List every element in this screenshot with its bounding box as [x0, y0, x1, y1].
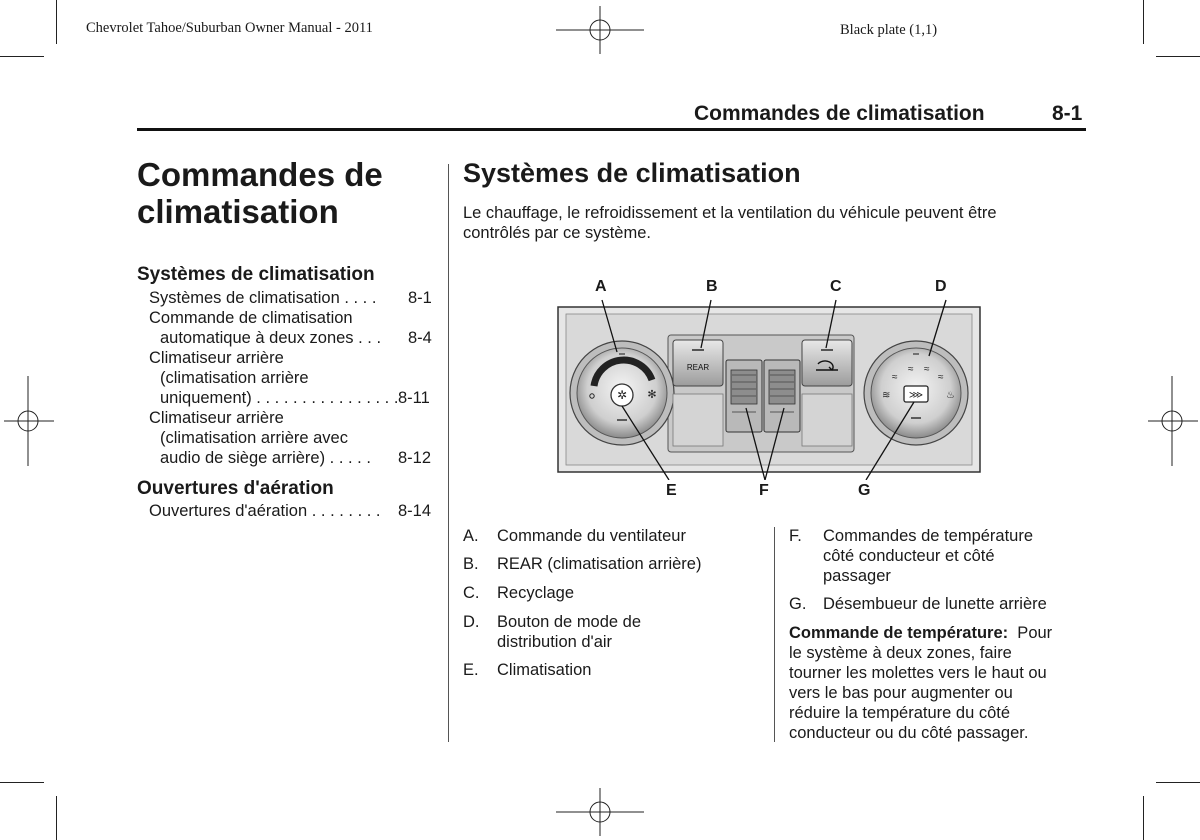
defog-mode-icon: ≈ — [938, 372, 944, 383]
paragraph-line: tourner les molettes vers le haut ou — [789, 664, 1047, 682]
legend-key: D. — [463, 613, 480, 631]
rear-button-label: REAR — [686, 363, 710, 372]
toc-entry-page[interactable]: 8-1 — [408, 289, 432, 307]
intro-line: Le chauffage, le refroidissement et la ventilation du véhicule peuvent être — [463, 204, 997, 222]
chapter-title-line: climatisation — [137, 193, 339, 230]
left-lower-panel — [673, 394, 723, 446]
registration-mark-left — [0, 376, 56, 466]
crop-mark-top-left-v — [56, 0, 57, 44]
legend-text: Climatisation — [497, 661, 592, 679]
toc-entry-page[interactable]: 8-11 — [398, 389, 430, 407]
callout-d: D — [935, 278, 947, 295]
vent-floor-icon: ≋ — [882, 390, 891, 401]
intro-paragraph — [463, 203, 1083, 243]
fan-control-knob[interactable] — [570, 341, 674, 445]
toc-entry-line[interactable]: automatique à deux zones . . . — [160, 329, 382, 347]
driver-temperature-roller[interactable] — [726, 360, 762, 432]
crop-mark-top-right-v — [1143, 0, 1144, 44]
bi-level-mode-icon: ≈ — [908, 364, 914, 375]
toc-entry-line[interactable]: audio de siège arrière) . . . . . — [160, 449, 371, 467]
legend-text: Bouton de mode de — [497, 613, 642, 631]
toc-entry-line[interactable]: (climatisation arrière — [160, 369, 309, 387]
chapter-title — [137, 156, 383, 230]
crop-mark-bottom-left-h — [0, 782, 44, 783]
recirculation-button[interactable] — [802, 340, 852, 386]
toc-heading: Systèmes de climatisation — [137, 264, 375, 285]
toc-entry-page[interactable]: 8-12 — [398, 449, 432, 467]
toc-entry-line[interactable]: Commande de climatisation — [149, 309, 353, 327]
legend-text: distribution d'air — [497, 633, 613, 651]
vent-mode-icon: ≈ — [892, 372, 898, 383]
paragraph-line: réduire la température du côté — [789, 704, 1011, 722]
toc-entry-line[interactable]: Systèmes de climatisation . . . . — [149, 289, 377, 307]
callout-e: E — [666, 482, 677, 499]
legend-key: F. — [789, 527, 802, 545]
legend-key: E. — [463, 661, 479, 679]
legend-item — [789, 526, 1089, 586]
fan-icon: ✲ — [616, 388, 628, 402]
legend-text: Désembueur de lunette arrière — [823, 595, 1047, 613]
right-lower-panel — [802, 394, 852, 446]
registration-mark-bottom — [556, 788, 644, 840]
rear-button[interactable] — [673, 340, 723, 386]
toc-entry-line[interactable]: Ouvertures d'aération . . . . . . . . — [149, 502, 381, 520]
registration-mark-right — [1146, 376, 1200, 466]
header-right-text: Black plate (1,1) — [840, 22, 938, 38]
temperature-control-paragraph — [789, 623, 1089, 743]
header-rule — [137, 128, 1086, 131]
legend-key: C. — [463, 584, 480, 602]
rear-defog-icon: ⋙ — [908, 390, 924, 401]
toc-heading: Ouvertures d'aération — [137, 478, 334, 499]
legend-item — [789, 594, 1089, 614]
defrost-mode-icon: ♨ — [946, 390, 955, 401]
legend-text: Commandes de température — [823, 527, 1034, 545]
toc-entry-line[interactable]: Climatiseur arrière — [149, 349, 284, 367]
callout-b: B — [706, 278, 718, 295]
legend-item — [463, 526, 763, 546]
legend-item — [463, 660, 763, 680]
registration-mark-top — [556, 0, 644, 58]
paragraph-line: conducteur ou du côté passager. — [789, 724, 1029, 742]
legend-key: B. — [463, 555, 479, 573]
paragraph-lead: Commande de température: — [789, 624, 1009, 642]
svg-text:✻: ✻ — [647, 389, 657, 401]
climate-control-panel-figure — [556, 290, 986, 480]
section-heading: Systèmes de climatisation — [463, 158, 801, 188]
crop-mark-bottom-right-v — [1143, 796, 1144, 840]
callout-a: A — [595, 278, 607, 295]
callout-c: C — [830, 278, 842, 295]
crop-mark-top-left-h — [0, 56, 44, 57]
legend-column-divider — [774, 527, 775, 742]
paragraph-lead-rest: Pour — [1008, 624, 1053, 642]
legend-item — [463, 583, 763, 603]
crop-mark-bottom-right-h — [1156, 782, 1200, 783]
crop-mark-bottom-left-v — [56, 796, 57, 840]
column-divider — [448, 164, 449, 742]
toc-entry-line[interactable]: uniquement) . . . . . . . . . . . . . . . . — [160, 389, 399, 407]
passenger-temperature-roller[interactable] — [764, 360, 800, 432]
toc-entry-line[interactable]: (climatisation arrière avec — [160, 429, 348, 447]
legend-text: côté conducteur et côté — [823, 547, 995, 565]
callout-f: F — [759, 482, 769, 499]
toc-entry-page[interactable]: 8-4 — [408, 329, 432, 347]
chapter-title-line: Commandes de — [137, 156, 383, 193]
toc-entry-page[interactable]: 8-14 — [398, 502, 432, 520]
legend-text: passager — [823, 567, 891, 585]
legend-text: Commande du ventilateur — [497, 527, 686, 545]
floor-mode-icon: ≈ — [924, 364, 930, 375]
legend-text: REAR (climatisation arrière) — [497, 555, 702, 573]
paragraph-line: vers le bas pour augmenter ou — [789, 684, 1013, 702]
toc-entry-line[interactable]: Climatiseur arrière — [149, 409, 284, 427]
header-left-text: Chevrolet Tahoe/Suburban Owner Manual - 2011 — [86, 20, 373, 36]
legend-key: A. — [463, 527, 479, 545]
running-head-page-number: 8-1 — [1052, 102, 1083, 125]
intro-line: contrôlés par ce système. — [463, 224, 651, 242]
legend-item — [463, 554, 763, 574]
running-head-title: Commandes de climatisation — [694, 102, 985, 125]
crop-mark-top-right-h — [1156, 56, 1200, 57]
legend-text: Recyclage — [497, 584, 575, 602]
callout-g: G — [858, 482, 871, 499]
legend-key: G. — [789, 595, 807, 613]
paragraph-line: le système à deux zones, faire — [789, 644, 1012, 662]
legend-item — [463, 612, 763, 652]
air-delivery-mode-knob[interactable] — [864, 341, 968, 445]
